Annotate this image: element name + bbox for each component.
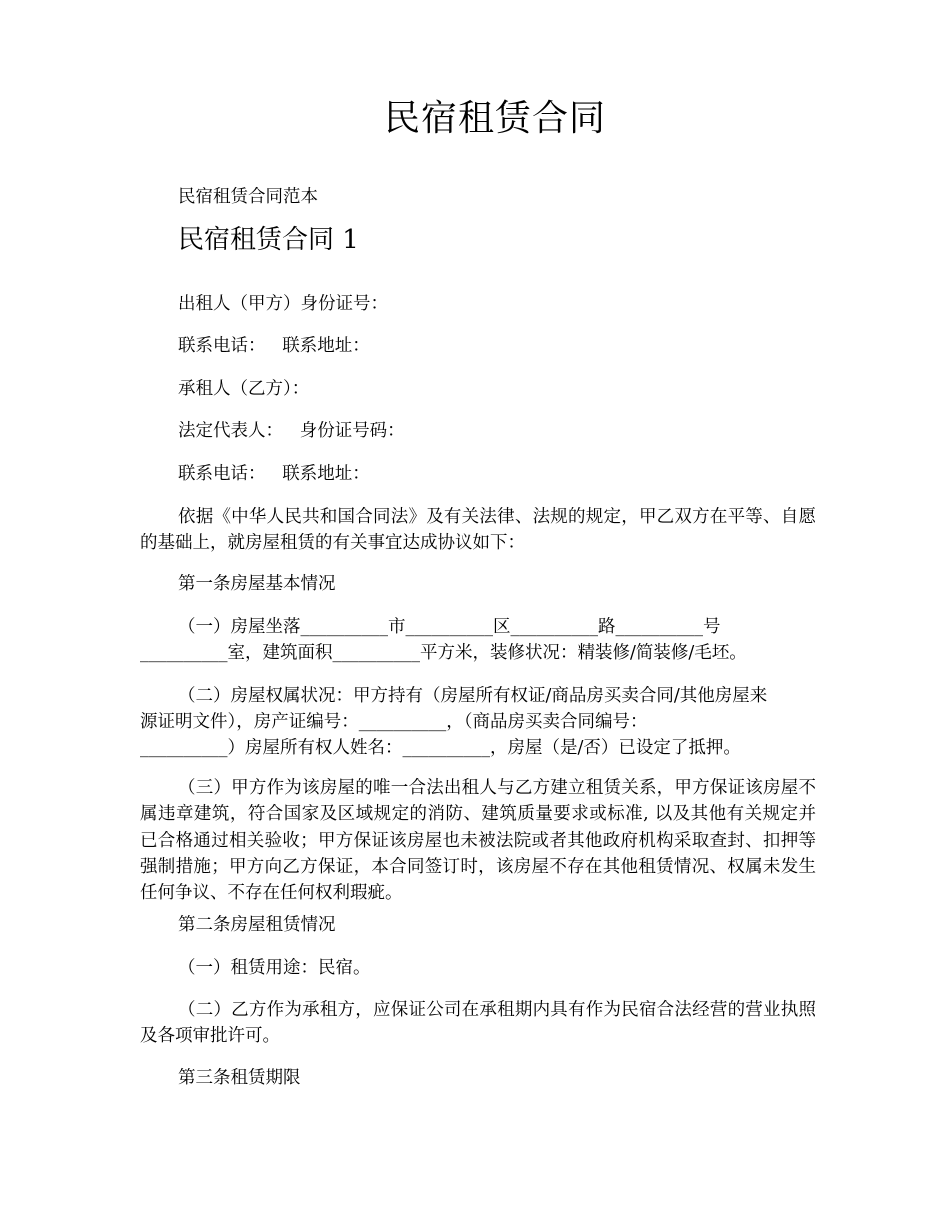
article2-item2-paragraph: （二）乙方作为承租方，应保证公司在承租期内具有作为民宿合法经营的营业执照及各项审批许可。 bbox=[140, 1000, 816, 1047]
lessee-line: 承租人（乙方）： bbox=[178, 379, 310, 399]
sample-label: 民宿租赁合同范本 bbox=[178, 187, 318, 207]
article1-item3-paragraph: （三）甲方作为该房屋的唯一合法出租人与乙方建立租赁关系，甲方保证该房屋不属违章建筑，符合国家及区域规定的消防、建筑质量要求或标准, 以及其他有关规定并已合格通过相关验收；甲方保证该房屋也未被法院或者其他政府机构采取查封、扣押等强制措施；甲方向乙方保证，本合同签订时，该房屋不存在其他租赁情况、权属未发生任何争议、不存在任何权利瑕疵。 bbox=[140, 778, 816, 904]
lessor-contact-line: 联系电话： 联系地址： bbox=[178, 336, 370, 356]
document-title: 民宿租赁合同 bbox=[383, 98, 606, 139]
article2-heading: 第二条房屋租赁情况 bbox=[178, 915, 336, 935]
article1-item2-line1: （二）房屋权属状况：甲方持有（房屋所有权证/商品房买卖合同/其他房屋来 bbox=[178, 686, 768, 706]
article1-heading: 第一条房屋基本情况 bbox=[178, 574, 336, 594]
article1-item1-line1: （一）房屋坐落__________市__________区__________路__________号 bbox=[178, 617, 721, 637]
contract-heading: 民宿租赁合同 1 bbox=[178, 225, 359, 255]
article3-heading: 第三条租赁期限 bbox=[178, 1068, 301, 1088]
article2-item1: （一）租赁用途：民宿。 bbox=[178, 958, 371, 978]
article1-item1-line2: __________室，建筑面积__________平方米，装修状况：精装修/简装修/毛坯。 bbox=[140, 643, 747, 663]
article1-item2-line3: __________）房屋所有权人姓名：__________，房屋（是/否）已设定了抵押。 bbox=[140, 738, 741, 758]
article1-item2-line2: 源证明文件），房产证编号：__________，（商品房买卖合同编号： bbox=[140, 712, 648, 732]
legal-rep-line: 法定代表人： 身份证号码： bbox=[178, 421, 405, 441]
lessee-contact-line: 联系电话： 联系地址： bbox=[178, 464, 370, 484]
lessor-id-line: 出租人（甲方）身份证号： bbox=[178, 294, 388, 314]
preamble-paragraph: 依据《中华人民共和国合同法》及有关法律、法规的规定，甲乙双方在平等、自愿的基础上，就房屋租赁的有关事宜达成协议如下： bbox=[140, 507, 816, 554]
